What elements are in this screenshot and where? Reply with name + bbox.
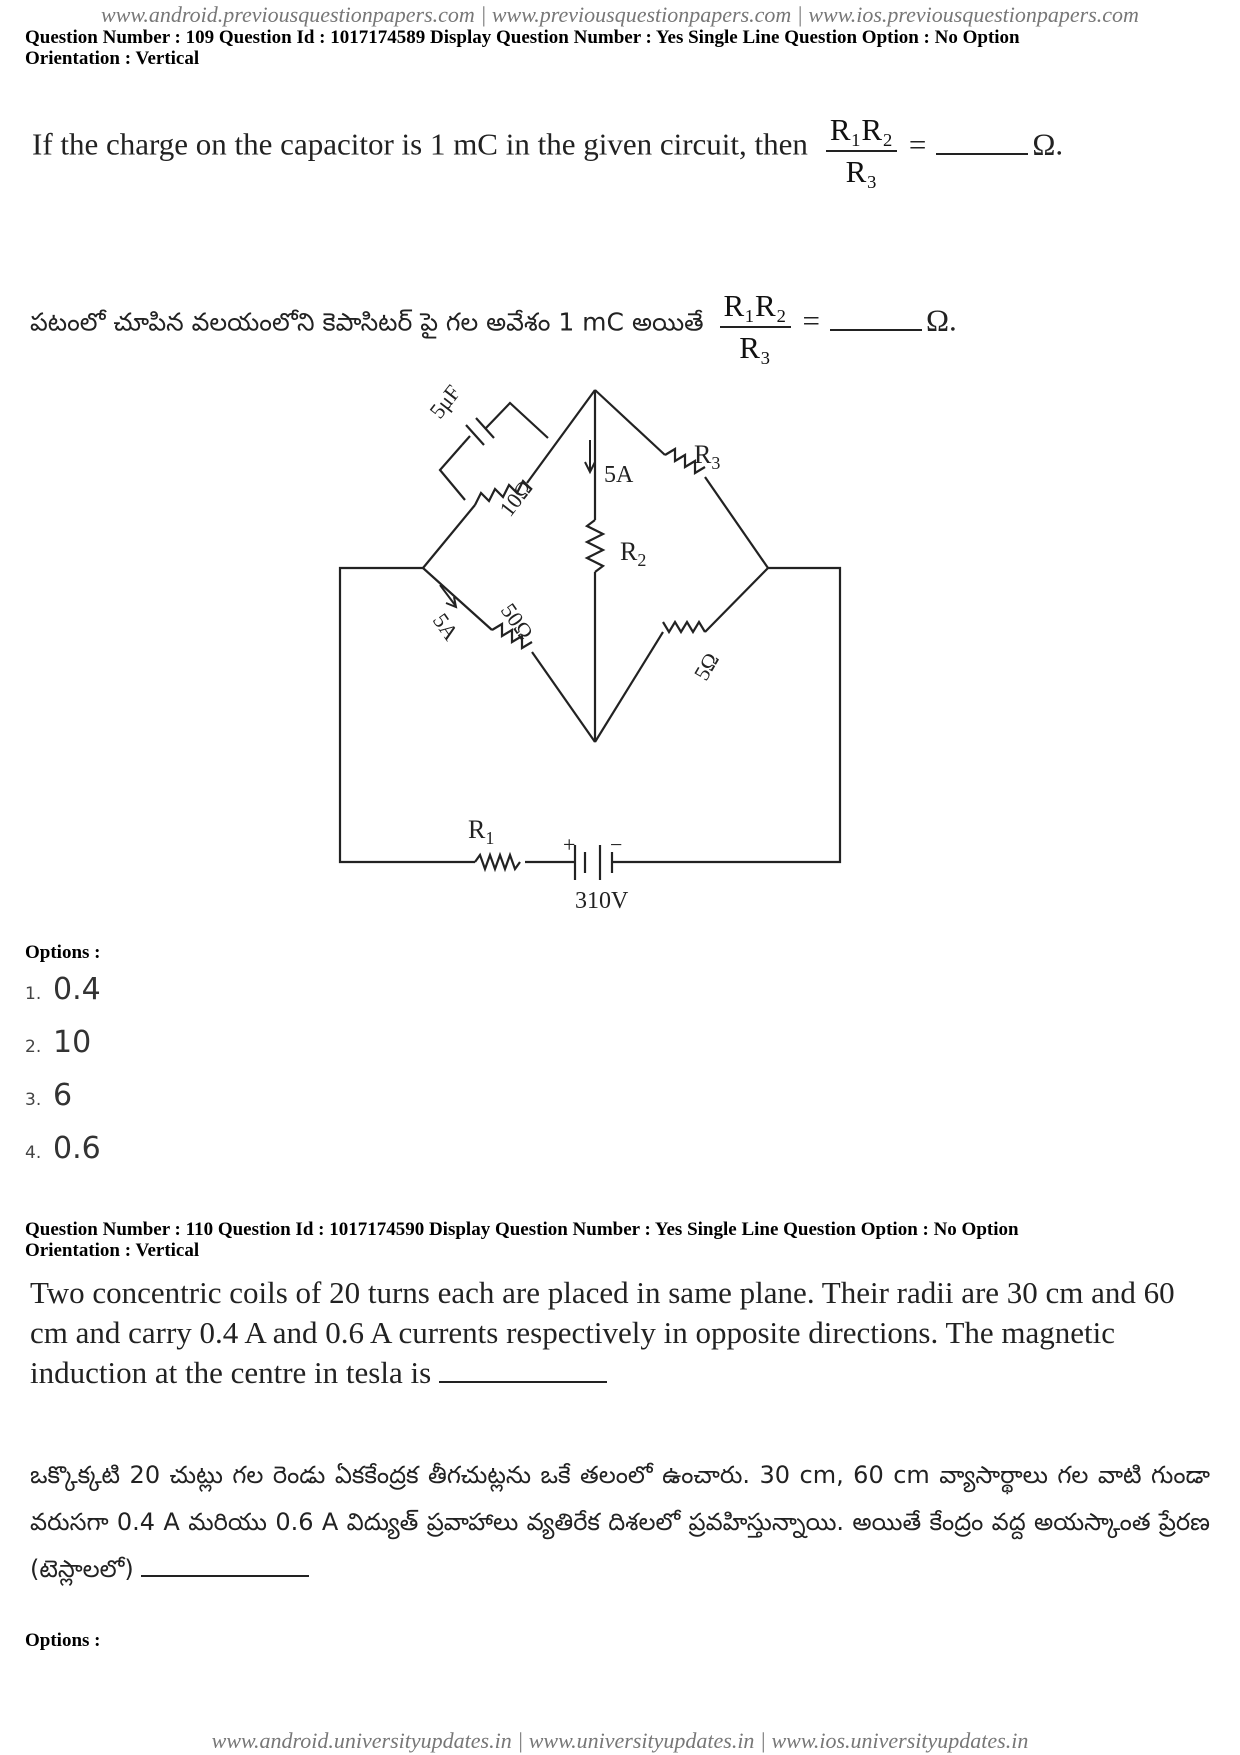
q109-option-1[interactable] bbox=[25, 972, 101, 1007]
option-value: 0.4 bbox=[53, 972, 101, 1007]
footer-url-banner: www.android.universityupdates.in | www.universityupdates.in | www.ios.universityupdates.in bbox=[211, 1728, 1029, 1753]
q110-question-en bbox=[30, 1273, 1210, 1393]
q110-text-te: ఒక్కొక్కటి 20 చుట్లు గల రెండు ఏకకేంద్రక తీగచుట్లను ఒకే తలంలో ఉంచారు. 30 cm, 60 cm వ్యాసార్థాలు గల వాటి గుండా వరుసగా 0.4 A మరియు 0.6 A విద్యుత్ ప్రవాహాలు వ్యతిరేక దిశలలో ప్రవహిస్తున్నాయి. అయితే కేంద్రం వద్ద అయస్కాంత ప్రేరణ (టెస్లాలలో) bbox=[30, 1461, 1210, 1583]
q109-option-3[interactable] bbox=[25, 1078, 72, 1113]
fraction-numerator: R₁R₂ bbox=[826, 112, 897, 152]
q110-meta-line1: Question Number : 110 Question Id : 1017174590 Display Question Number : Yes Single Line Question Option : No Option bbox=[25, 1219, 1019, 1240]
q109-options-label: Options : bbox=[25, 942, 101, 963]
q109-meta-line2: Orientation : Vertical bbox=[25, 48, 200, 69]
q110-text-en: Two concentric coils of 20 turns each are placed in same plane. Their radii are 30 cm and 60 cm and carry 0.4 A and 0.6 A currents respectively in opposite directions. The magnetic induction at the centre in tesla is bbox=[30, 1275, 1175, 1390]
label-current-left: 5A bbox=[427, 608, 464, 645]
q109-text-en: If the charge on the capacitor is 1 mC in the given circuit, then bbox=[32, 126, 808, 162]
label-current-mid: 5A bbox=[604, 462, 634, 488]
answer-blank bbox=[141, 1551, 309, 1577]
option-value: 0.6 bbox=[53, 1131, 101, 1166]
label-r1: $R_1$ bbox=[468, 815, 495, 848]
q109-meta-line1: Question Number : 109 Question Id : 1017174589 Display Question Number : Yes Single Line Question Option : No Option bbox=[25, 27, 1020, 48]
option-value: 6 bbox=[53, 1078, 73, 1113]
q109-option-4[interactable] bbox=[25, 1131, 101, 1166]
answer-blank bbox=[439, 1357, 607, 1383]
option-number: 2. bbox=[25, 1037, 42, 1057]
ohm-unit: Ω. bbox=[926, 302, 957, 338]
q110-meta-line2: Orientation : Vertical bbox=[25, 1240, 200, 1261]
label-capacitor: 5μF bbox=[424, 380, 466, 424]
equals-sign: = bbox=[908, 126, 927, 162]
label-battery-minus: − bbox=[610, 832, 623, 857]
label-voltage: 310V bbox=[575, 888, 629, 914]
option-number: 3. bbox=[25, 1090, 42, 1110]
q110-options-label: Options : bbox=[25, 1630, 101, 1651]
fraction-denominator: R₃ bbox=[739, 330, 771, 365]
option-value: 10 bbox=[53, 1025, 92, 1060]
q110-question-te bbox=[30, 1452, 1210, 1593]
label-r2: $R_2$ bbox=[620, 537, 647, 570]
label-battery-plus: + bbox=[563, 832, 576, 857]
q109-option-2[interactable] bbox=[25, 1025, 91, 1060]
q110-meta bbox=[25, 1219, 1215, 1261]
option-number: 1. bbox=[25, 984, 42, 1004]
option-number: 4. bbox=[25, 1143, 42, 1163]
label-5-ohm: 5Ω bbox=[688, 648, 725, 685]
label-50-ohm: 50Ω bbox=[495, 598, 539, 645]
label-r3: $R_3$ bbox=[694, 440, 721, 473]
ohm-unit: Ω. bbox=[1032, 126, 1064, 162]
q109-text-te: పటంలో చూపిన వలయంలోని కెపాసిటర్ పై గల అవేశం 1 mC అయితే bbox=[30, 307, 704, 337]
header-url-banner: www.android.previousquestionpapers.com | www.previousquestionpapers.com | www.ios.previousquestionpapers.com bbox=[101, 2, 1139, 27]
fraction-denominator: R₃ bbox=[845, 154, 878, 189]
fraction-numerator: R₁R₂ bbox=[720, 288, 791, 328]
label-10-ohm: 10Ω bbox=[494, 475, 538, 522]
equals-sign: = bbox=[802, 302, 820, 338]
